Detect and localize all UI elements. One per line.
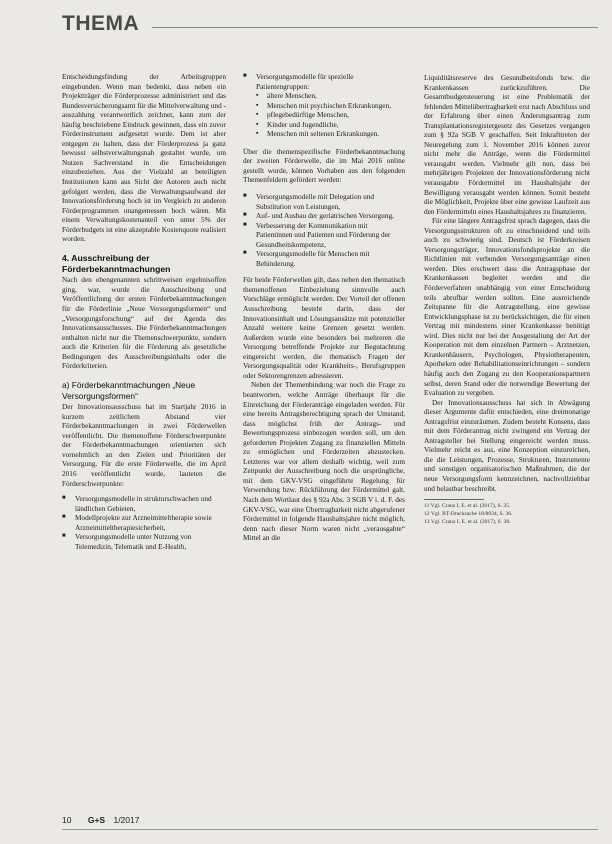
sub-list-item: ▪ Menschen mit seltenen Erkrankungen. xyxy=(243,129,405,139)
sub-list-item: ▪ Kinder und Jugendliche, xyxy=(243,120,405,130)
section-heading: 4. Ausschreibung der Förderbekanntmachungen xyxy=(62,253,171,274)
bullet-list xyxy=(243,192,405,268)
paragraph: Der Innovationsausschuss hat sich in Abwägung dieser Argumente dafür entschieden, eine dreimonatige Antragsfrist einzuräumen. Zudem besteht Konsens, dass mit dem Förderantrag nicht zwingend ein Vertrag der Antragsteller bei Stellung eingereicht werden muss. Vielmehr reicht es aus, eine Konzeption einzureichen, die die Leistungen, Prozesse, Strukturen, Instrumente und sonstigen organisatorischen Maßnahmen, die der neue Versorgungsform kennzeichnen, nachvollziehbar und belastbar beschreibt. xyxy=(424,397,590,493)
paragraph: Liquiditätsreserve des Gesundheitsfonds bzw. die Krankenkassen zurückzuführen. Die Gesamtbudgetsteuerung ist eine Problematik der fehlenden Mittelübertragbarkeit erst nach Abschluss und der Erfahrung über einen Änderungsantrag zum Transplantationsregistergesetz des Gesetzes vergangen zum § 92a SGB V geschaffen. Seit Inkrafttreten der Neuregelung zum 1. November 2016 können zuvor nicht mehr die Anträge, wenn die Fördermittel verausgabt werden. Vielmehr gilt nun, dass bei mehrjährigen Projekten der Innovationsförderung nicht verausgabte Fördermittel im Haushaltsjahr der Bewilligung verausgabt werden können. Somit besteht die Möglichkeit, Projekte über eine gewisse Laufzeit aus den Fördermitteln eines Haushaltsjahres zu finanzieren. xyxy=(424,73,590,216)
footer-rule xyxy=(62,829,598,830)
list-item: ■ Verbesserung der Kommunikation mit Patientinnen und Patienten und Förderung der Gesundheitskompetenz, xyxy=(243,221,405,250)
footnote: 13 Vgl. Cranz I, E. et al. (2017), S. 38. xyxy=(424,519,511,526)
list-item xyxy=(243,72,405,139)
list-item: ■ Versorgungsmodelle unter Nutzung von Telemedizin, Telematik und E-Health, xyxy=(62,532,226,551)
paragraph: Über die themenspezifische Förderbekanntmachung der zweiten Förderwelle, die im Mai 2016 online gestellt wurde, können Vorhaben aus den folgenden Themenfeldern gefördert werden: xyxy=(243,146,405,185)
subsection-heading: a) Förderbekanntmachungen „Neue Versorgungsformen“ xyxy=(62,380,196,401)
journal-name: G+S xyxy=(87,815,106,825)
paragraph: Für eine längere Antragsfrist sprach dagegen, dass die Versorgungsstrukturen oft zu einschneidend und teils auch zu schwierig sind. Deutsch ist Förderkreisen Versorgungsträger, Innovationsfondsprojekte an die Richtlinien mit verbunden Versorgungsanträge einen werden. Dies erschwert dass die Antragsphase der Krankenkassen begleitet werden und die Förderverfahren unabhängig von einer Entscheidung teils abrufbar werden sollten. Eine ausreichende Zeitspanne für die Antragstellung, eine gewisse Entwicklungsphase ist zu berücksichtigen, die für einen Vertrag mit mindestens einer Krankenkasse benötigt wird. Dies nicht nur bei der Ausgestaltung der Art der Kooperation mit dem einzelnen Partnern – Arztnetzen, Krankenhäusern, Psychologen, Physiotherapeuten, Apotheken oder Rehabilitationseinrichtungen – sondern häufig auch den Zugang zu den Kooperationspartnern selbst, deren Stand oder die notwendige Bewertung der Evaluation zu vergeben. xyxy=(424,216,590,398)
paragraph: Neben der Themenbindung war noch die Frage zu beantworten, welche Anträge überhaupt für die Einreichung der Förderanträge eingeladen werden. Für eine bereits Antragsberechtigung sprach der Umstand, dass möglichst früh der Antrags- und Bewertungsprozess einbezogen werden soll, um den geforderten Projekten Zugang zu finanziellen Mitteln zu ermöglichen und Förderzeiten abzustecken. Letzteres war vor allem deshalb wichtig, weil zum Zeitpunkt der Ausschreibung noch die ursprüngliche, mit dem GKV-VSG eingeführte Regelung für Verwendung bzw. Rückführung der Fördermittel galt. Nach dem Wortlaut des § 92a Abs. 3 SGB V i. d. F. des GKV-VSG, war eine Übertragbarkeit nicht abgerufener Fördermittel in folgende Haushaltsjahre nicht möglich, denn nach dieser Norm waren nicht „verausgabte“ Mittel an die xyxy=(243,380,405,543)
section-title: THEMA xyxy=(62,12,140,35)
list-item: ■ Versorgungsmodelle in strukturschwachen und ländlichen Gebieten, xyxy=(62,494,226,513)
sub-list-item: ▪ Menschen mit psychischen Erkrankungen, xyxy=(243,101,405,111)
sub-list-item: ▪ pflegebedürftige Menschen, xyxy=(243,110,405,120)
paragraph: Für beide Förderwellen gilt, dass neben den thematisch themenoffenen Einbeziehung sinnvolle auch Vorschläge ermöglicht werden. Der Vorteil der offenen Ausschreibung besteht darin, dass der Innovationsinhalt und Lösungsansätze mit potenzieller Anzahl weitere keine Grenzen gesetzt werden. Außerdem wurde eine besonders bei mehreren die Versorgung betreffende Projekte zur Begutachtung eingereicht werden, die thematisch Fragen der Versorgungsqualität oder Krankheits-, Berufsgruppen oder Sektorengrenzen adressieren. xyxy=(243,275,405,380)
paragraph: Nach den obengenannten schrittweisen ergebnisoffen ging, war, wurde die Ausschreibung und Veröffentlichung der ersten Förderbekanntmachungen für die Förderlinie „Neue Versorgungsformen“ und „Versorgungsforschung“ auf der Agenda des Innovationsausschusses. Die Förderbekanntmachungen enthalten nicht nur die Themenschwerpunkte, sondern auch die Kriterien für die Förderung als gesetzliche Bedingungen des Ausschreibungsinhalts oder die Förderkriterien. xyxy=(62,275,226,371)
list-item: ■ Versorgungsmodelle für Menschen mit Behinderung. xyxy=(243,249,405,268)
bullet-list xyxy=(243,72,405,139)
column-1 xyxy=(62,72,226,551)
page-footer xyxy=(62,815,139,825)
list-item-label: Versorgungsmodelle für spezielle Patientengruppen: xyxy=(256,72,354,91)
list-item: ■ Auf- und Ausbau der geriatrischen Versorgung, xyxy=(243,211,405,221)
title-rule xyxy=(152,27,598,28)
sub-list-item: ▪ ältere Menschen, xyxy=(243,91,405,101)
footnote: 11 Vgl. Cranz I, E. et al. (2017), S. 35. xyxy=(424,503,511,510)
list-item: ■ Versorgungsmodelle mit Delegation und Substitution von Leistungen, xyxy=(243,192,405,211)
paragraph: Entscheidungsfindung der Arbeitsgruppen eingebunden. Wenn man bedenkt, dass neben ein Projektträger die Förderprozesse administriert und das Bundesversicherungsamt für die Mittelverwaltung und -auszahlung verantwortlich zeichnet, kann zum der häufig beschriebene Eindruck gewinnen, dass ein zuvor Förderinstrument aufgesetzt wurde. Dem ist aber entgegen zu halten, dass der Förderprozess ja ganz bewusst selbstverwaltungsnah gestaltet wurde, um Nutzen Sachverstand in die Entscheidungen einzubeziehen. Aus der Vielzahl an beteiligten Institutionen kann aus Sicht der Autoren auch nicht gefolgert werden, dass die Verwaltungsaufwand der Innovationsförderung hoch ist im Vergleich zu anderen Förderprogrammen unangemessen hoch wären. Mit einem Verwaltungskostenanteil von unter 5% der Förderbudgets ist eine akzeptable Kostenquote realisiert worden. xyxy=(62,72,226,244)
bullet-list xyxy=(62,494,226,551)
column-3 xyxy=(424,73,590,526)
column-2 xyxy=(243,72,405,543)
issue-number: 1/2017 xyxy=(113,815,140,825)
paragraph: Der Innovationsausschuss hat im Startjahr 2016 in kurzem zeitlichem Abstand vier Förderbekanntmachungen in zwei Förderwellen veröffentlicht. Die themenoffene Förderschwerpunkte der Förderbekanntmachungen orientierten sich vornehmlich an den Zielen und Prioritäten der Versorgung. Für die erste Förderwelle, die im April 2016 veröffentlicht wurde, lauteten die Förderschwerpunkte: xyxy=(62,402,226,488)
sub-list xyxy=(243,91,405,139)
page-number: 10 xyxy=(62,815,72,825)
footnote-divider xyxy=(424,499,484,500)
list-item: ■ Modellprojekte zur Arzneimitteltherapie sowie Arzneimitteltherapiesicherheit, xyxy=(62,513,226,532)
footnote: 12 Vgl. BT-Drucksache 18/8034, S. 36. xyxy=(424,511,513,518)
